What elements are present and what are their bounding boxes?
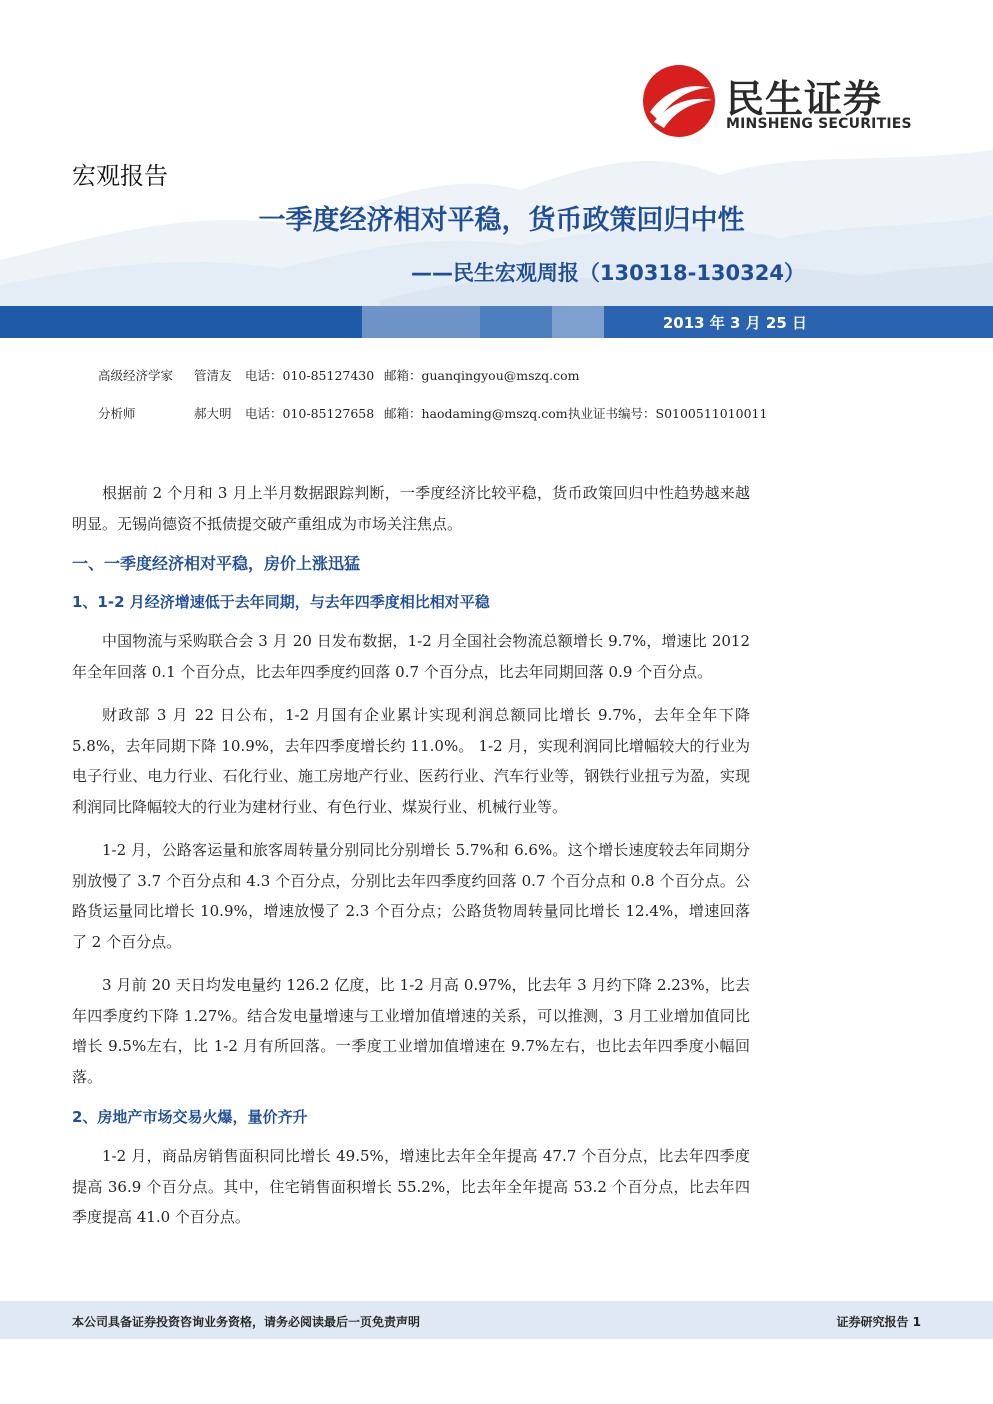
analyst-email: 邮箱：guanqingyou@mszq.com xyxy=(384,368,580,383)
report-subtitle: ——民生宏观周报（130318-130324） xyxy=(410,261,805,285)
report-title: 一季度经济相对平稳，货币政策回归中性 xyxy=(258,205,745,236)
report-date: 2013 年 3 月 25 日 xyxy=(662,314,807,332)
company-logo xyxy=(640,62,940,142)
body-paragraph: 1-2 月，商品房销售面积同比增长 49.5%，增速比去年全年提高 47.7 个百分点，比去年四季度提高 36.9 个百分点。其中，住宅销售面积增长 55.2%，比去年全年提高 53.2 个百分点，比去年四季度提高 41.0 个百分点。 xyxy=(72,1147,750,1226)
analyst-name: 管清友 xyxy=(194,368,232,383)
footer-disclaimer: 本公司具备证券投资咨询业务资格，请务必阅读最后一页免责声明 xyxy=(72,1315,421,1329)
subsection-heading: 2、房地产市场交易火爆，量价齐升 xyxy=(72,1108,308,1126)
analyst-role: 高级经济学家 xyxy=(98,368,174,383)
date-band xyxy=(0,306,993,338)
logo-emblem-icon xyxy=(640,62,718,140)
section-heading: 一、一季度经济相对平稳，房价上涨迅猛 xyxy=(72,554,361,573)
analyst-phone: 电话：010-85127430 xyxy=(245,368,375,383)
logo-chinese-name: 民生证券 xyxy=(726,77,883,121)
body-paragraph: 1-2 月，公路客运量和旅客周转量分别同比分别增长 5.7%和 6.6%。这个增长速度较去年同期分别放慢了 3.7 个百分点和 4.3 个百分点，分别比去年四季度约回落 0.7 个百分点和 0.8 个百分点。公路货运量同比增长 10.9%，增速放慢了 2.3 个百分点；公路货物周转量同比增长 12.4%，增速回落了 2 个百分点。 xyxy=(72,841,750,951)
intro-paragraph: 根据前 2 个月和 3 月上半月数据跟踪判断，一季度经济比较平稳，货币政策回归中性趋势越来越明显。无锡尚德资不抵债提交破产重组成为市场关注焦点。 xyxy=(72,484,750,533)
analyst-license: 执业证书编号：S0100511010011 xyxy=(568,406,768,421)
body-paragraph: 财政部 3 月 22 日公布，1-2 月国有企业累计实现利润总额同比增长 9.7%，去年全年下降 5.8%，去年同期下降 10.9%，去年四季度增长约 11.0%。 1-2 月，实现利润同比增幅较大的行业为电子行业、电力行业、石化行业、施工房地产行业、医药行业、汽车行业等，钢铁行业扭亏为盈，实现利润同比降幅较大的行业为建材行业、有色行业、煤炭行业、机械行业等。 xyxy=(72,706,750,816)
analyst-email: 邮箱：haodaming@mszq.com xyxy=(384,406,568,421)
analyst-phone: 电话：010-85127658 xyxy=(245,406,375,421)
analyst-name: 郝大明 xyxy=(194,406,232,421)
body-paragraph: 3 月前 20 天日均发电量约 126.2 亿度，比 1-2 月高 0.97%，比去年 3 月约下降 2.23%，比去年四季度约下降 1.27%。结合发电量增速与工业增加值增速的关系，可以推测，3 月工业增加值同比增长 9.5%左右，比 1-2 月有所回落。一季度工业增加值增速在 9.7%左右，也比去年四季度小幅回落。 xyxy=(72,976,750,1086)
report-type: 宏观报告 xyxy=(72,162,168,190)
body-paragraph: 中国物流与采购联合会 3 月 20 日发布数据，1-2 月全国社会物流总额增长 9.7%，增速比 2012 年全年回落 0.1 个百分点，比去年四季度约回落 0.7 个百分点，比去年同期回落 0.9 个百分点。 xyxy=(72,632,750,681)
footer-page-label: 证券研究报告 1 xyxy=(836,1315,921,1329)
logo-english-name: MINSHENG SECURITIES xyxy=(726,116,912,132)
page-footer xyxy=(0,1301,993,1339)
subsection-heading: 1、1-2 月经济增速低于去年同期，与去年四季度相比相对平稳 xyxy=(72,593,490,611)
analyst-role: 分析师 xyxy=(98,406,136,421)
report-body xyxy=(72,478,750,1246)
